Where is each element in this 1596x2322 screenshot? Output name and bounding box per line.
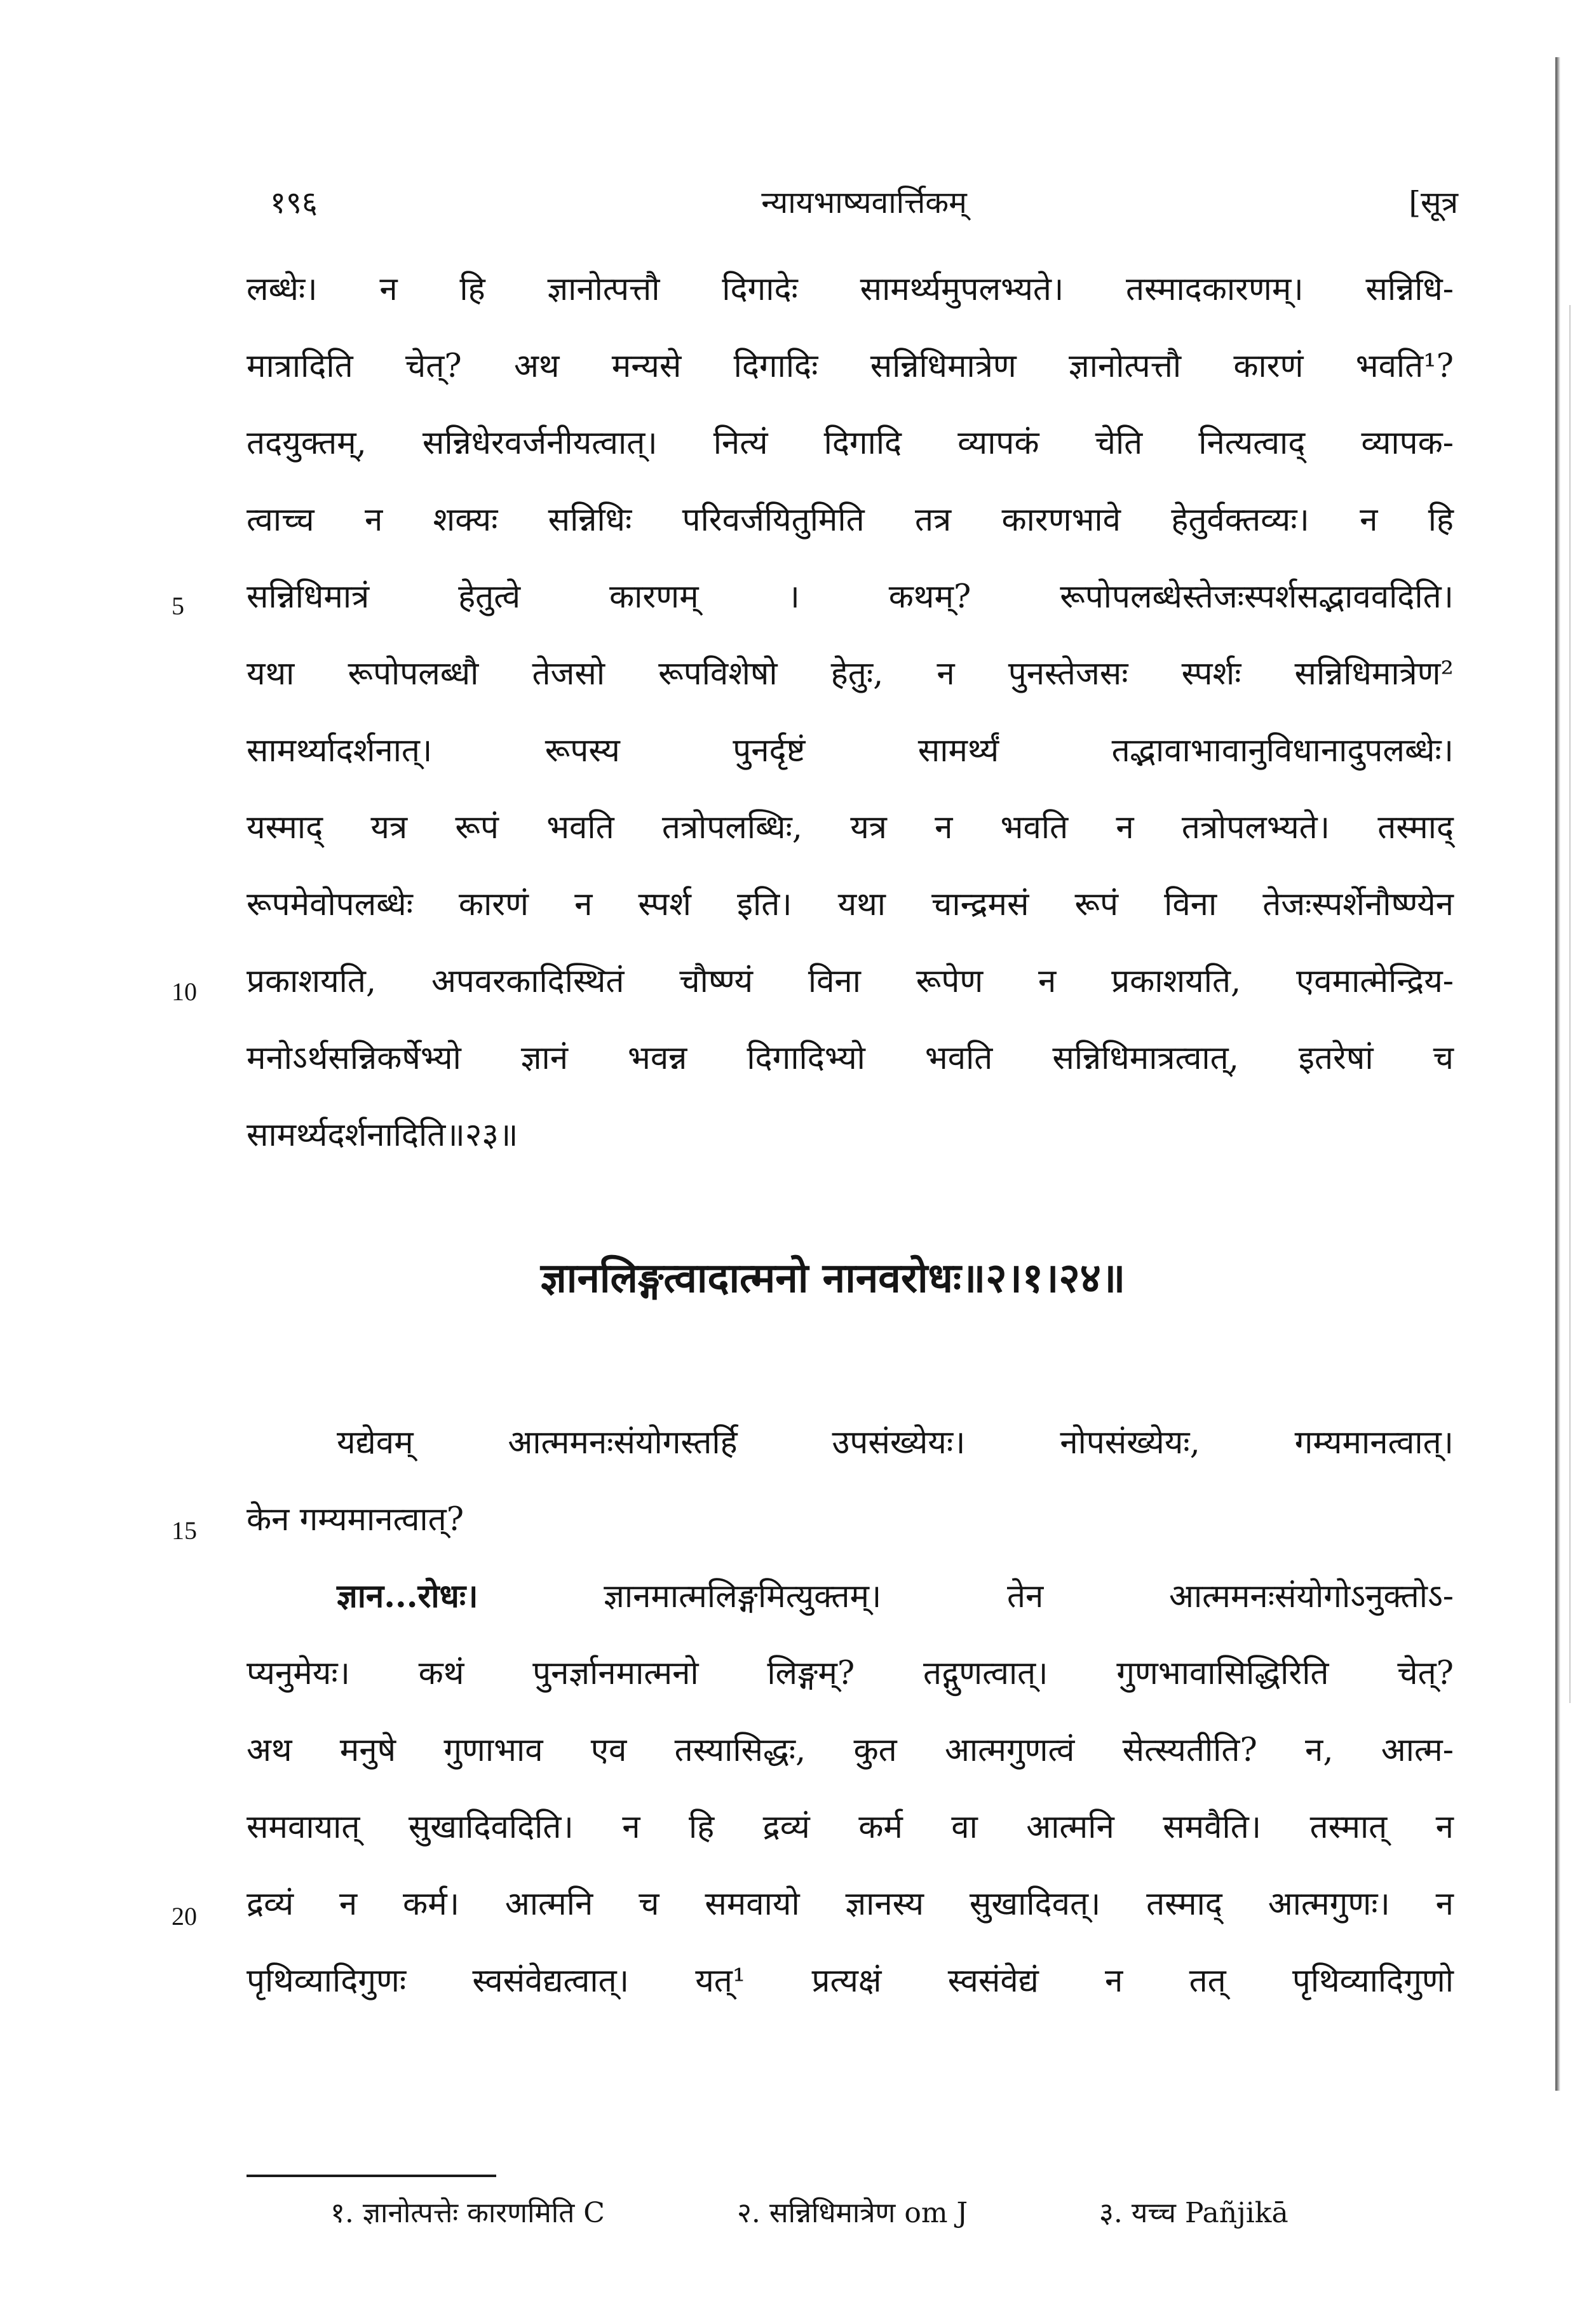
text-line bbox=[337, 1577, 1454, 1616]
text-line: यथा रूपोपलब्धौ तेजसो रूपविशेषो हेतुः, न पुनस्तेजसः स्पर्शः सन्निधिमात्रेण² bbox=[247, 655, 1454, 693]
lemma-commentary: ज्ञानमात्मलिङ्गमित्युक्तम्। तेन आत्ममनःसंयोगोऽनुक्तोऽ- bbox=[478, 1578, 1454, 1615]
line-number: 15 bbox=[172, 1516, 197, 1545]
scan-edge-line bbox=[1569, 305, 1571, 1703]
footnote-2: २. सन्निधिमात्रेण om J bbox=[737, 2197, 968, 2229]
text-line: यद्येवम् आत्ममनःसंयोगस्तर्हि उपसंख्येयः। नोपसंख्येयः, गम्यमानत्वात्। bbox=[337, 1424, 1454, 1462]
text-line: मनोऽर्थसन्निकर्षेभ्यो ज्ञानं भवन्न दिगादिभ्यो भवति सन्निधिमात्रत्वात्, इतरेषां च bbox=[247, 1040, 1454, 1077]
text-line: त्वाच्च न शक्यः सन्निधिः परिवर्जयितुमिति तत्र कारणभावे हेतुर्वक्तव्यः। न हि bbox=[247, 501, 1454, 539]
text-line: तदयुक्तम्, सन्निधेरवर्जनीयत्वात्। नित्यं दिगादि व्यापकं चेति नित्यत्वाद् व्यापक- bbox=[247, 424, 1454, 462]
scan-edge-shadow bbox=[1555, 57, 1560, 2091]
text-line: प्रकाशयति, अपवरकादिस्थितं चौष्ण्यं विना रूपेण न प्रकाशयति, एवमात्मेन्द्रिय- bbox=[247, 963, 1454, 1000]
text-line: प्यनुमेयः। कथं पुनर्ज्ञानमात्मनो लिङ्गम्? तद्गुणत्वात्। गुणभावासिद्धिरिति चेत्? bbox=[247, 1655, 1454, 1692]
text-line: रूपमेवोपलब्धेः कारणं न स्पर्श इति। यथा चान्द्रमसं रूपं विना तेजःस्पर्शेनौष्ण्येन bbox=[247, 886, 1454, 923]
section-label: [सूत्र bbox=[1409, 185, 1458, 221]
running-title: न्यायभाष्यवार्त्तिकम् bbox=[761, 185, 967, 221]
line-number: 10 bbox=[172, 977, 197, 1006]
line-number: 20 bbox=[172, 1902, 197, 1931]
lemma: ज्ञान...रोधः। bbox=[337, 1577, 478, 1615]
page-number: १९६ bbox=[270, 185, 318, 221]
text-line: समवायात् सुखादिवदिति। न हि द्रव्यं कर्म वा आत्मनि समवैति। तस्मात् न bbox=[247, 1809, 1454, 1846]
footnote-rule bbox=[247, 2175, 496, 2177]
line-number: 5 bbox=[172, 592, 184, 620]
text-line: पृथिव्यादिगुणः स्वसंवेद्यत्वात्। यत्¹ प्रत्यक्षं स्वसंवेद्यं न तत् पृथिव्यादिगुणो bbox=[247, 1962, 1454, 2000]
text-line: सामर्थ्यादर्शनात्। रूपस्य पुनर्दृष्टं सामर्थ्यं तद्भावाभावानुविधानादुपलब्धेः। bbox=[247, 732, 1454, 770]
text-line: द्रव्यं न कर्म। आत्मनि च समवायो ज्ञानस्य सुखादिवत्। तस्माद् आत्मगुणः। न bbox=[247, 1885, 1454, 1923]
text-line: मात्रादिति चेत्? अथ मन्यसे दिगादिः सन्निधिमात्रेण ज्ञानोत्पत्तौ कारणं भवति¹? bbox=[247, 348, 1454, 385]
footnote-1: १. ज्ञानोत्पत्तेः कारणमिति C bbox=[330, 2197, 605, 2229]
footnote-3: ३. यच्च Pañjikā bbox=[1099, 2197, 1288, 2229]
sutra-heading: ज्ञानलिङ्गत्वादात्मनो नानवरोधः॥२।१।२४॥ bbox=[540, 1254, 1126, 1302]
text-line: केन गम्यमानत्वात्? bbox=[247, 1501, 464, 1538]
text-line: सन्निधिमात्रं हेतुत्वे कारणम् । कथम्? रूपोपलब्धेस्तेजःस्पर्शसद्भाववदिति। bbox=[247, 578, 1454, 616]
text-line: अथ मनुषे गुणाभाव एव तस्यासिद्धः, कुत आत्मगुणत्वं सेत्स्यतीति? न, आत्म- bbox=[247, 1732, 1454, 1769]
footnotes bbox=[330, 2192, 1449, 2237]
running-header bbox=[270, 181, 1458, 226]
text-line: सामर्थ्यदर्शनादिति॥२३॥ bbox=[247, 1117, 518, 1154]
text-line: यस्माद् यत्र रूपं भवति तत्रोपलब्धिः, यत्र न भवति न तत्रोपलभ्यते। तस्माद् bbox=[247, 809, 1454, 846]
text-line: लब्धेः। न हि ज्ञानोत्पत्तौ दिगादेः सामर्थ्यमुपलभ्यते। तस्मादकारणम्। सन्निधि- bbox=[247, 271, 1454, 308]
